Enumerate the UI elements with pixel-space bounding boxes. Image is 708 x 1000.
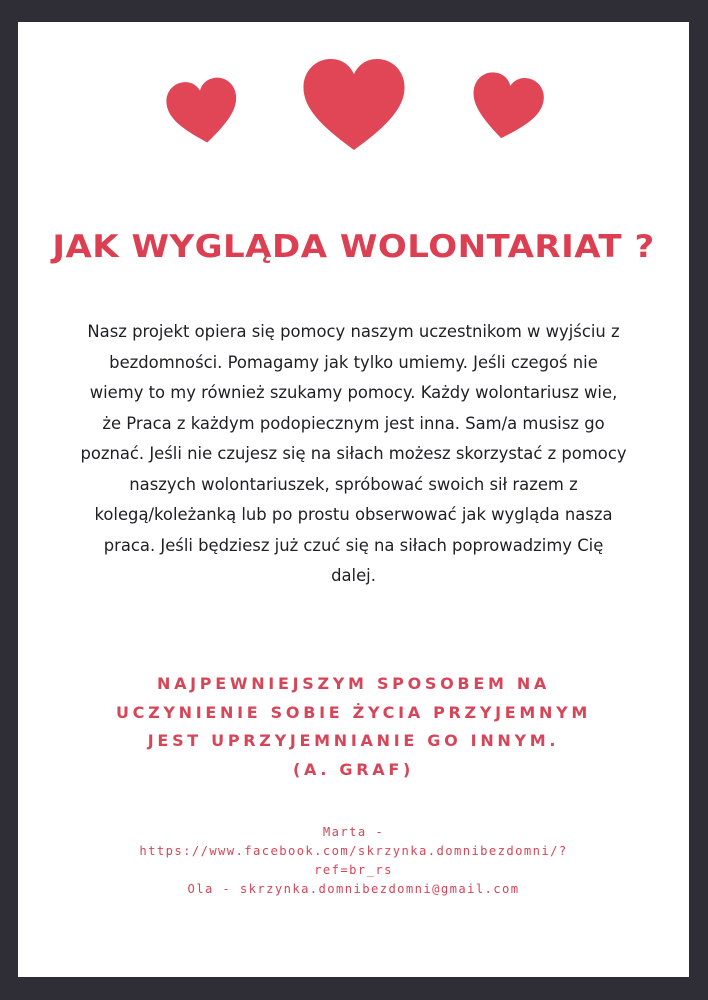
body-line: praca. Jeśli będziesz już czuć się na siłach poprowadzimy Cię — [103, 535, 604, 555]
page-title: JAK WYGLĄDA WOLONTARIAT ? — [52, 228, 655, 266]
quote-author: (A. GRAF) — [292, 759, 415, 779]
body-line: naszych wolontariuszek, spróbować swoich sił razem z — [129, 474, 578, 494]
heart-icon — [466, 69, 547, 145]
contact-marta-label: Marta - — [322, 825, 385, 839]
body-line: Nasz projekt opiera się pomocy naszym uczestnikom w wyjściu z — [87, 322, 620, 341]
quote-block — [38, 670, 669, 784]
body-line: wiemy to my również szukamy pomocy. Każdy wolontariusz wie, — [89, 383, 618, 402]
body-line: bezdomności. Pomagamy jak tylko umiemy. Jeśli czegoś nie — [109, 352, 598, 372]
body-line: poznać. Jeśli nie czujesz się na siłach możesz skorzystać z pomocy — [80, 444, 627, 463]
body-line: dalej. — [331, 566, 376, 585]
poster-page — [18, 22, 689, 977]
heart-icon — [302, 59, 406, 152]
contact-block — [38, 823, 669, 899]
description-paragraph — [48, 317, 659, 592]
quote-line: UCZYNIENIE SOBIE ŻYCIA PRZYJEMNYM — [115, 702, 592, 722]
hearts-decoration — [18, 22, 689, 192]
quote-line: NAJPEWNIEJSZYM SPOSOBEM NA — [156, 674, 551, 693]
body-line: że Praca z każdym podopiecznym jest inna. Sam/a musisz go — [102, 413, 605, 433]
body-line: kolegą/koleżanką lub po prostu obserwować jak wygląda nasza — [94, 505, 613, 524]
facebook-link-ref[interactable]: ref=br_rs — [314, 863, 393, 877]
contact-ola-email[interactable]: Ola - skrzynka.domnibezdomni@gmail.com — [187, 882, 520, 896]
quote-line: JEST UPRZYJEMNIANIE GO INNYM. — [147, 731, 560, 750]
facebook-link[interactable]: https://www.facebook.com/skrzynka.domnibezdomni/? — [139, 844, 568, 858]
heart-icon — [164, 74, 243, 149]
